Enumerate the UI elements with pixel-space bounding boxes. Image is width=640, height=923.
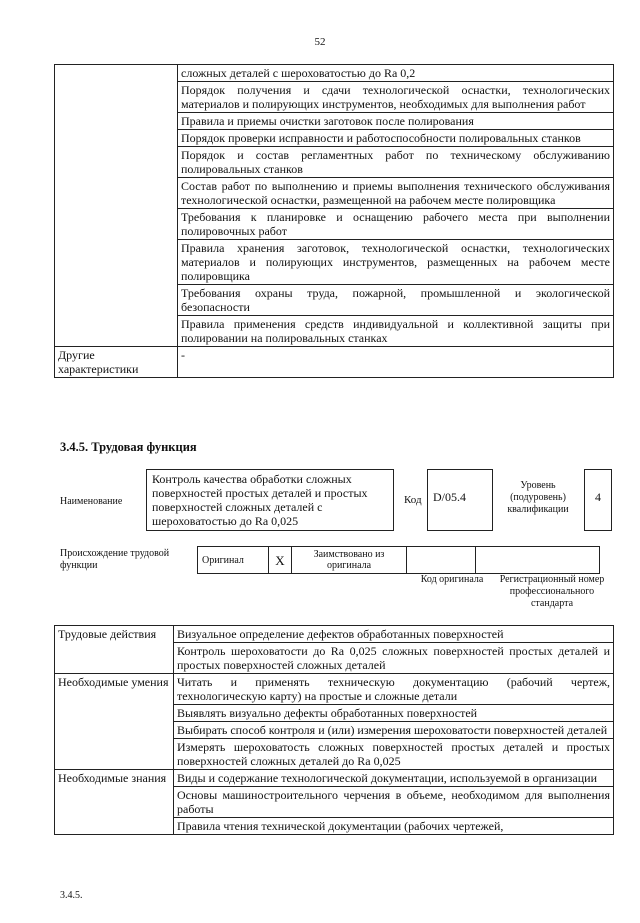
knowledge-label: Необходимые знания (55, 770, 174, 835)
skill-item: Выбирать способ контроля и (или) измерения шероховатости поверхностей деталей (174, 722, 614, 739)
knowledge-item: Порядок получения и сдачи технологической оснастки, технологических материалов и полирующих инструментов, необходимых для выполнения работ (178, 82, 614, 113)
knowledge-item: Виды и содержание технологической документации, используемой в организации (174, 770, 614, 787)
original-code-cell (407, 547, 476, 574)
function-details-table (54, 625, 614, 835)
level-box: 4 (584, 469, 612, 531)
table-row (55, 65, 614, 82)
original-mark: X (269, 547, 292, 574)
skill-item: Читать и применять техническую документацию (рабочий чертеж, технологическую карту) на простые и сложные детали (174, 674, 614, 705)
knowledge-item: Требования к планировке и оснащению рабочего места при выполнении полировочных работ (178, 209, 614, 240)
empty-label-cell (55, 65, 178, 347)
skill-item: Измерять шероховатость сложных поверхностей простых деталей и простых поверхностей сложных деталей до Ra 0,025 (174, 739, 614, 770)
origin-table (197, 546, 600, 574)
table-row (55, 626, 614, 643)
action-item: Визуальное определение дефектов обработанных поверхностей (174, 626, 614, 643)
function-name-box: Контроль качества обработки сложных поверхностей простых деталей и простых поверхностей сложных деталей с шероховатостью до Ra 0,025 (146, 469, 394, 531)
table-row (55, 770, 614, 787)
knowledge-item: Правила применения средств индивидуальной и коллективной защиты при полировании на полировальных станках (178, 316, 614, 347)
borrowed-cell: Заимствовано из оригинала (292, 547, 407, 574)
section-heading: 3.4.5. Трудовая функция (60, 440, 197, 454)
table-row (55, 347, 614, 378)
knowledge-item: Основы машиностроительного черчения в объеме, необходимом для выполнения работы (174, 787, 614, 818)
other-characteristics-label: Другие характеристики (55, 347, 178, 378)
knowledge-item: Правила и приемы очистки заготовок после полирования (178, 113, 614, 130)
level-label: Уровень (подуровень) квалификации (507, 480, 569, 515)
footer-mark: 3.4.5. (60, 890, 83, 901)
actions-label: Трудовые действия (55, 626, 174, 674)
original-cell: Оригинал (198, 547, 269, 574)
knowledge-item: Порядок проверки исправности и работоспособности полировальных станков (178, 130, 614, 147)
skill-item: Выявлять визуально дефекты обработанных поверхностей (174, 705, 614, 722)
knowledge-item: сложных деталей с шероховатостью до Ra 0,2 (178, 65, 614, 82)
other-characteristics-value: - (178, 347, 614, 378)
name-label: Наименование (60, 496, 123, 507)
registration-number-cell (476, 547, 600, 574)
knowledge-table-continued (54, 64, 614, 378)
code-label: Код (404, 494, 422, 506)
knowledge-item: Правила хранения заготовок, технологической оснастки, технологических материалов и полирующих инструментов, размещенных на рабочем месте полировщика (178, 240, 614, 285)
knowledge-item: Порядок и состав регламентных работ по техническому обслуживанию полировальных станков (178, 147, 614, 178)
origin-label: Происхождение трудовой функции (60, 548, 170, 571)
registration-caption: Регистрационный номер профессионального стандарта (499, 574, 605, 609)
knowledge-item: Состав работ по выполнению и приемы выполнения технического обслуживания технологической оснастки, размещенной на рабочем месте полировщика (178, 178, 614, 209)
knowledge-item: Требования охраны труда, пожарной, промышленной и экологической безопасности (178, 285, 614, 316)
page-number: 52 (314, 36, 326, 48)
table-row (55, 674, 614, 705)
code-box: D/05.4 (427, 469, 493, 531)
action-item: Контроль шероховатости до Ra 0,025 сложных поверхностей простых деталей и простых поверхностей сложных деталей (174, 643, 614, 674)
knowledge-item: Правила чтения технической документации (рабочих чертежей, (174, 818, 614, 835)
skills-label: Необходимые умения (55, 674, 174, 770)
code-caption: Код оригинала (420, 574, 484, 585)
